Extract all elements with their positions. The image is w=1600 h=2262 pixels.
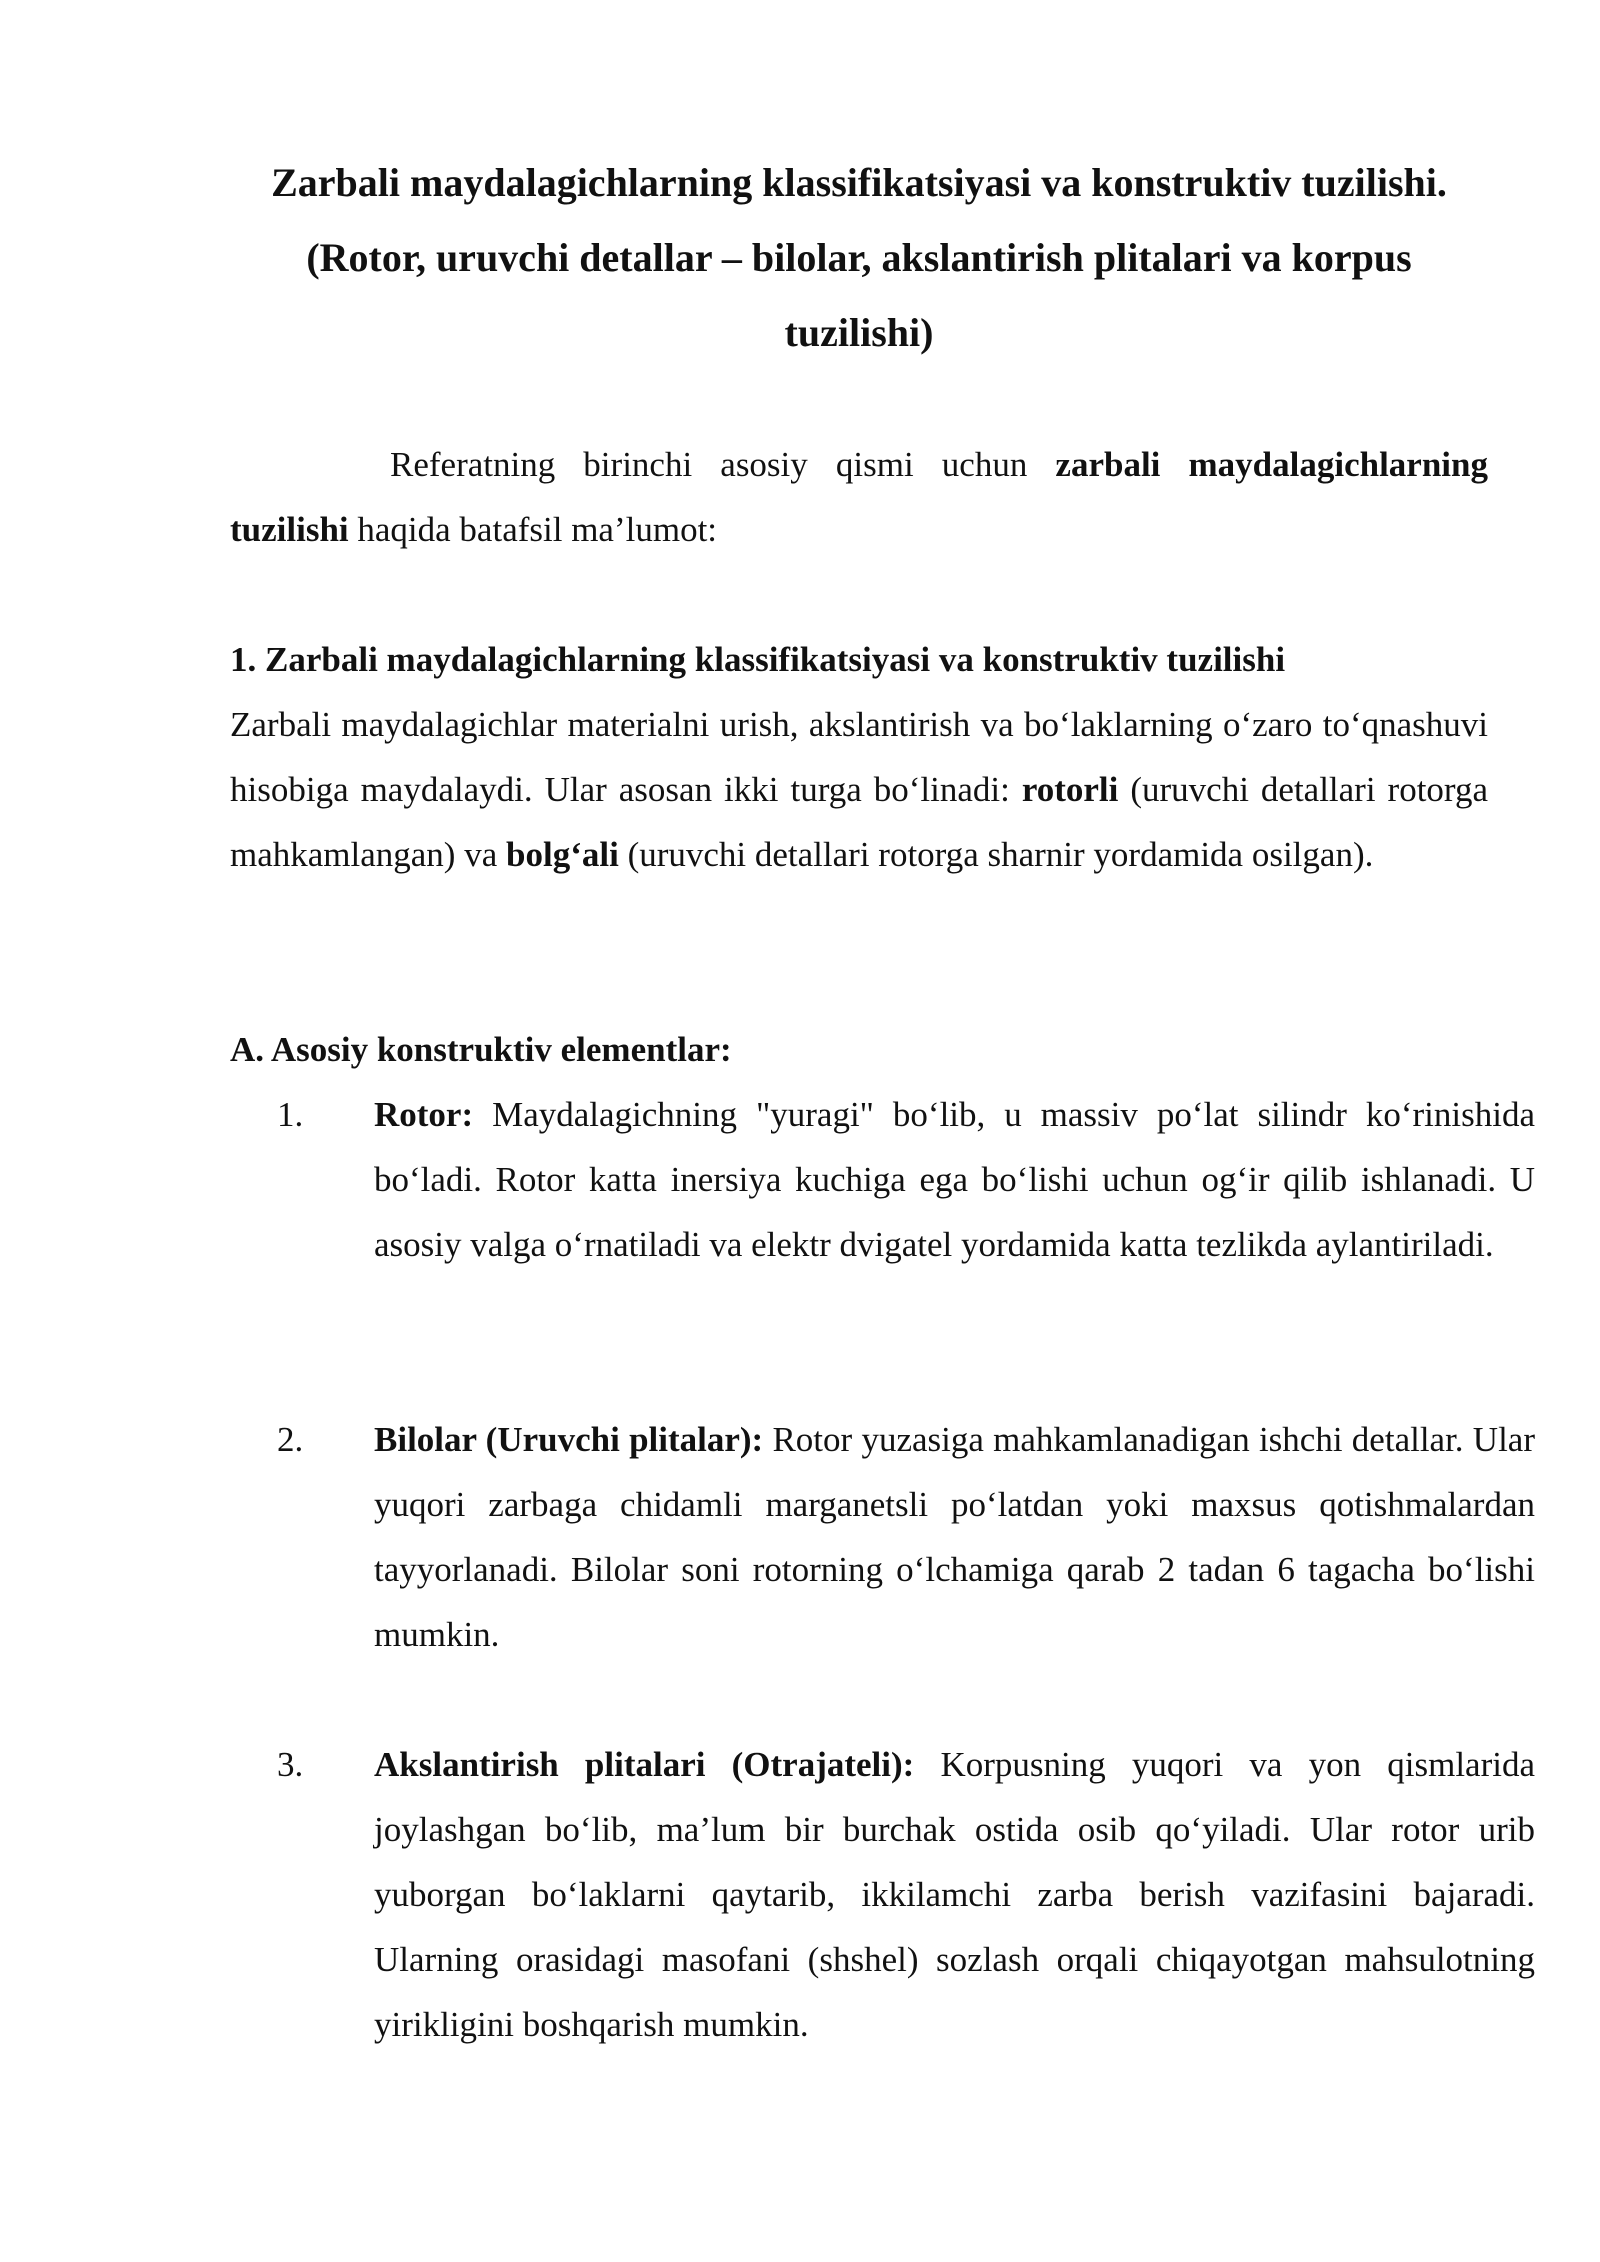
list-item-number: 2.	[277, 1420, 304, 1459]
section-bold-b: bolg‘ali	[506, 835, 619, 874]
list-item-description: Rotor yuzasiga mahkamlanadigan ishchi detallar. Ular yuqori zarbaga chidamli marganetsli po‘latdan yoki maxsus qotishmalardan tayyorlanadi. Bilolar soni rotorning o‘lchamiga qarab 2 tadan 6 tagacha bo‘lishi mumkin.	[374, 1420, 1535, 1654]
intro-bold-text: zarbali maydalagichlarning tuzilishi	[230, 445, 1488, 549]
section-text-a: Zarbali maydalagichlar materialni urish, akslantirish va bo‘laklarning o‘zaro to‘qnashuvi hisobiga maydalaydi. Ular asosan ikki turga bo‘linadi:	[230, 705, 1488, 809]
list-item-text	[374, 1732, 1535, 2057]
list-item-term: Rotor:	[374, 1095, 474, 1134]
list-item-description: Korpusning yuqori va yon qismlarida joylashgan bo‘lib, ma’lum bir burchak ostida osib qo‘yiladi. Ular rotor urib yuborgan bo‘laklarni qaytarib, ikkilamchi zarba berish vazifasini bajaradi. Ularning orasidagi masofani (shshel) sozlash orqali chiqayotgan mahsulotning yirikligini boshqarish mumkin.	[374, 1745, 1535, 2044]
section-heading: 1. Zarbali maydalagichlarning klassifikatsiyasi va konstruktiv tuzilishi	[230, 640, 1286, 679]
section-text-b: (uruvchi detallari rotorga mahkamlangan) va	[230, 770, 1488, 874]
section-text-c: (uruvchi detallari rotorga sharnir yordamida osilgan).	[618, 835, 1374, 874]
intro-text-start: Referatning birinchi asosiy qismi uchun	[390, 445, 1056, 484]
intro-paragraph	[230, 432, 1488, 562]
list-item-term: Bilolar (Uruvchi plitalar):	[374, 1420, 764, 1459]
intro-text-end: haqida batafsil ma’lumot:	[348, 510, 718, 549]
list-item-number: 1.	[277, 1095, 304, 1134]
list-item-description: Maydalagichning "yuragi" bo‘lib, u massiv po‘lat silindr ko‘rinishida bo‘ladi. Rotor katta inersiya kuchiga ega bo‘lishi uchun og‘ir qilib ishlanadi. U asosiy valga o‘rnatiladi va elektr dvigatel yordamida katta tezlikda aylantiriladi.	[374, 1095, 1535, 1264]
section-bold-a: rotorli	[1021, 770, 1119, 809]
list-item-number: 3.	[277, 1745, 304, 1784]
list-item-text	[374, 1407, 1535, 1667]
subsection-heading: A. Asosiy konstruktiv elementlar:	[230, 1030, 732, 1069]
list-item-term: Akslantirish plitalari (Otrajateli):	[374, 1745, 915, 1784]
section-paragraph	[230, 692, 1488, 887]
document-title: Zarbali maydalagichlarning klassifikatsiyasi va konstruktiv tuzilishi. (Rotor, uruvchi detallar – bilolar, akslantirish plitalari va korpus tuzilishi)	[271, 160, 1447, 355]
list-item-text	[374, 1082, 1535, 1277]
